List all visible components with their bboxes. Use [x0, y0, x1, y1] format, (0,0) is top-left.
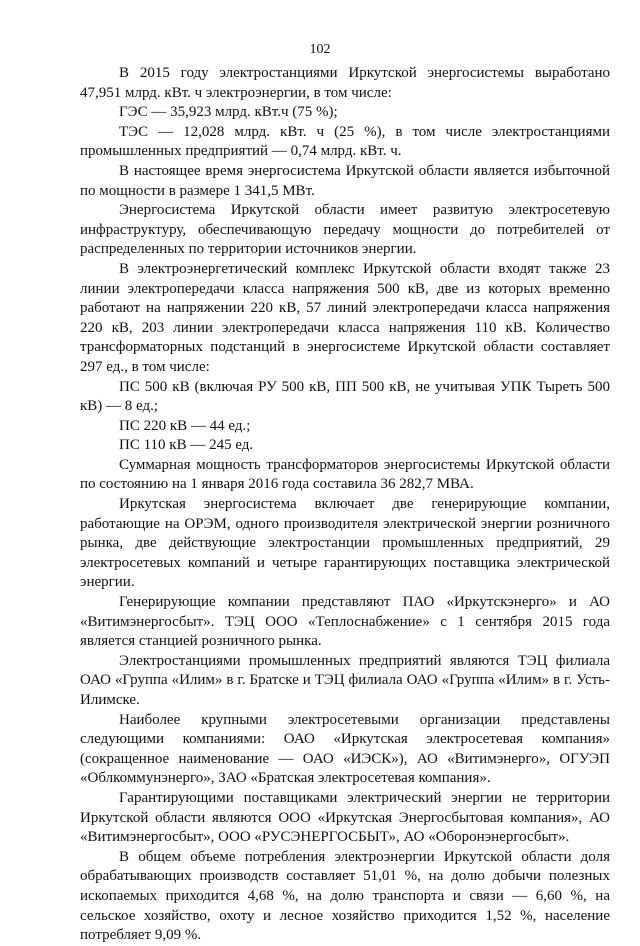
paragraph: Гарантирующими поставщиками электрический энергии не территории Иркутской области являются ООО «Иркутская Энергосбытовая компания», АО «Витимэнергосбыт», ООО «РУСЭНЕРГОСБЫТ», АО «Оборонэнергосбыт». — [80, 789, 610, 846]
paragraph: ТЭС — 12,028 млрд. кВт. ч (25 %), в том числе электростанциями промышленных предприятий — 0,74 млрд. кВт. ч. — [80, 123, 610, 160]
paragraph: В общем объеме потребления электроэнергии Иркутской области доля обрабатывающих производств составляет 51,01 %, на долю добычи полезных ископаемых приходится 4,68 %, на долю транспорта и связи — 6,60 %, на сельское хозяйство, охоту и лесное хозяйство приходится 1,52 %, население потребляет 9,09 %. — [80, 848, 610, 944]
paragraph: Генерирующие компании представляют ПАО «Иркутскэнерго» и АО «Витимэнергосбыт». ТЭЦ ООО «Теплоснабжение» с 1 сентября 2015 года является станцией розничного рынка. — [80, 594, 610, 650]
paragraph: В 2015 году электростанциями Иркутской энергосистемы выработано 47,951 млрд. кВт. ч электроэнергии, в том числе: — [80, 65, 610, 101]
paragraph: В настоящее время энергосистема Иркутской области является избыточной по мощности в размере 1 341,5 МВт. — [80, 162, 610, 199]
paragraph: Электростанциями промышленных предприятий являются ТЭЦ филиала ОАО «Группа «Илим» в г. Братске и ТЭЦ филиала ОАО «Группа «Илим» в г. Усть-Илимске. — [80, 652, 610, 708]
paragraph: Суммарная мощность трансформаторов энергосистемы Иркутской области по состоянию на 1 января 2016 года составила 36 282,7 МВА. — [80, 456, 610, 493]
paragraph: Наиболее крупными электросетевыми организации представлены следующими компаниями: ОАО «Иркутская электросетевая компания» (сокращенное наименование — ОАО «ИЭСК»), АО «Витимэнерго», ОГУЭП «Облкоммунэнерго», ЗАО «Братская электросетевая компания». — [80, 711, 610, 787]
page-number: 102 — [309, 42, 331, 57]
paragraph: Энергосистема Иркутской области имеет развитую электросетевую инфраструктуру, обеспечивающую передачу мощности до потребителей от распределенных по территории источников энергии. — [80, 202, 610, 258]
paragraph: ПС 500 кВ (включая РУ 500 кВ, ПП 500 кВ, не учитывая УПК Тыреть 500 кВ) — 8 ед.; — [80, 378, 610, 415]
paragraph: ГЭС — 35,923 млрд. кВт.ч (75 %); — [119, 104, 338, 121]
paragraph: В электроэнергетический комплекс Иркутской области входят также 23 линии электропередачи класса напряжения 500 кВ, две из которых временно работают на напряжении 220 кВ, 57 линий электропередачи класса напряжения 220 кВ, 203 линии электропередачи класса напряжения 110 кВ. Количество трансформаторных подстанций в энергосистеме Иркутской области составляет 297 ед., в том числе: — [80, 260, 610, 375]
paragraph: Иркутская энергосистема включает две генерирующие компании, работающие на ОРЭМ, одного производителя электрической энергии розничного рынка, две действующие электростанции промышленных предприятий, 29 электросетевых компаний и четыре гарантирующих поставщика электрической энергии. — [80, 496, 610, 591]
paragraph: ПС 220 кВ — 44 ед.; — [119, 417, 251, 434]
paragraph: ПС 110 кВ — 245 ед. — [119, 437, 254, 454]
body-text — [80, 64, 610, 946]
